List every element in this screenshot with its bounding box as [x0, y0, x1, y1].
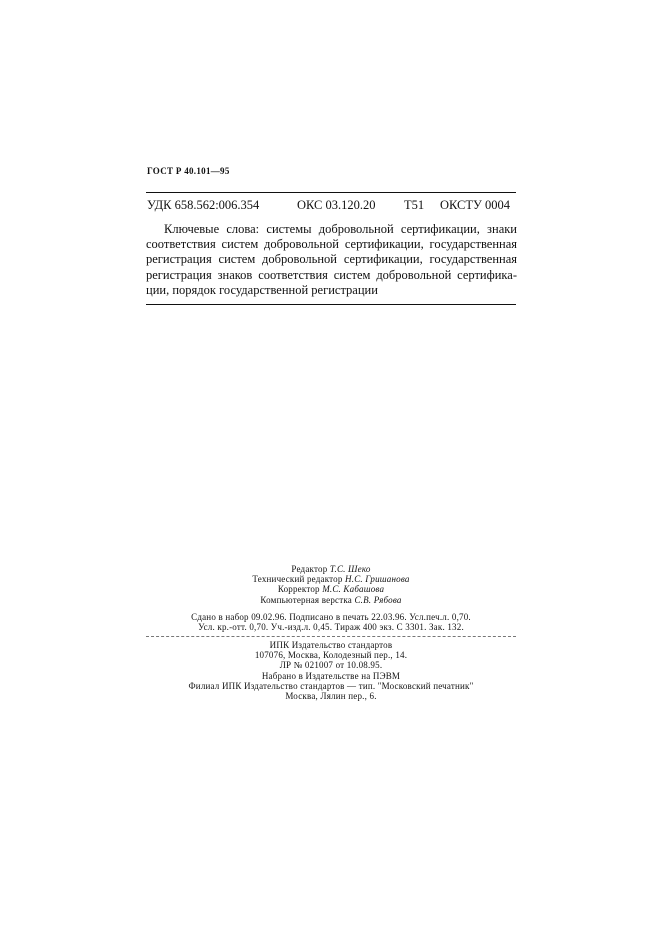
credit-name: С.В. Рябова [354, 594, 402, 605]
credit-editor [146, 564, 516, 574]
standard-code: ГОСТ Р 40.101—95 [147, 166, 230, 176]
publisher-block [146, 640, 516, 701]
publisher-line: Москва, Лялин пер., 6. [285, 691, 377, 702]
credit-tech-editor [146, 574, 516, 584]
group-code: Т51 [404, 198, 425, 212]
bottom-rule [146, 304, 516, 305]
keywords-line: соответствия систем добровольной сертификации, государственная [146, 237, 517, 252]
credit-name: М.С. Кабашова [322, 584, 385, 595]
keywords-line: Ключевые слова: системы добровольной сертификации, знаки [164, 222, 517, 236]
print-data-line: Усл. кр.-отт. 0,70. Уч.-изд.л. 0,45. Тираж 400 экз. С 3301. Зак. 132. [198, 622, 464, 633]
keywords-line: регистрация знаков соответствия систем добровольной сертифика- [146, 267, 517, 282]
credit-name: Т.С. Шеко [329, 564, 371, 574]
credit-layout [146, 595, 516, 605]
divider [146, 636, 516, 637]
credits-block [146, 564, 516, 605]
udk-code: УДК 658.562:006.354 [147, 198, 260, 212]
okstu-code: ОКСТУ 0004 [440, 198, 511, 212]
top-rule [146, 192, 516, 193]
keywords-block [146, 222, 517, 298]
publisher-line: Набрано в Издательстве на ПЭВМ [261, 670, 401, 681]
publisher-line: ЛР № 021007 от 10.08.95. [279, 660, 383, 671]
keywords-line: регистрация систем добровольной сертификации, государственная [146, 252, 517, 267]
credit-role: Редактор [291, 564, 328, 574]
publisher-line: 107076, Москва, Колодезный пер., 14. [254, 650, 408, 661]
keywords-line: ции, порядок государственной регистрации [146, 282, 378, 297]
oks-code: ОКС 03.120.20 [297, 198, 376, 212]
publisher-line: Филиал ИПК Издательство стандартов — тип. "Московский печатник" [188, 680, 474, 691]
publisher-line: ИПК Издательство стандартов [269, 640, 393, 650]
credit-name: Н.С. Гришанова [345, 574, 410, 585]
credit-role: Технический редактор [252, 574, 343, 585]
print-data-line: Сдано в набор 09.02.96. Подписано в печать 22.03.96. Усл.печ.л. 0,70. [191, 612, 471, 622]
credit-role: Компьютерная верстка [260, 594, 352, 605]
credit-role: Корректор [277, 584, 320, 595]
credit-corrector [146, 584, 516, 594]
print-data-block [146, 612, 516, 632]
